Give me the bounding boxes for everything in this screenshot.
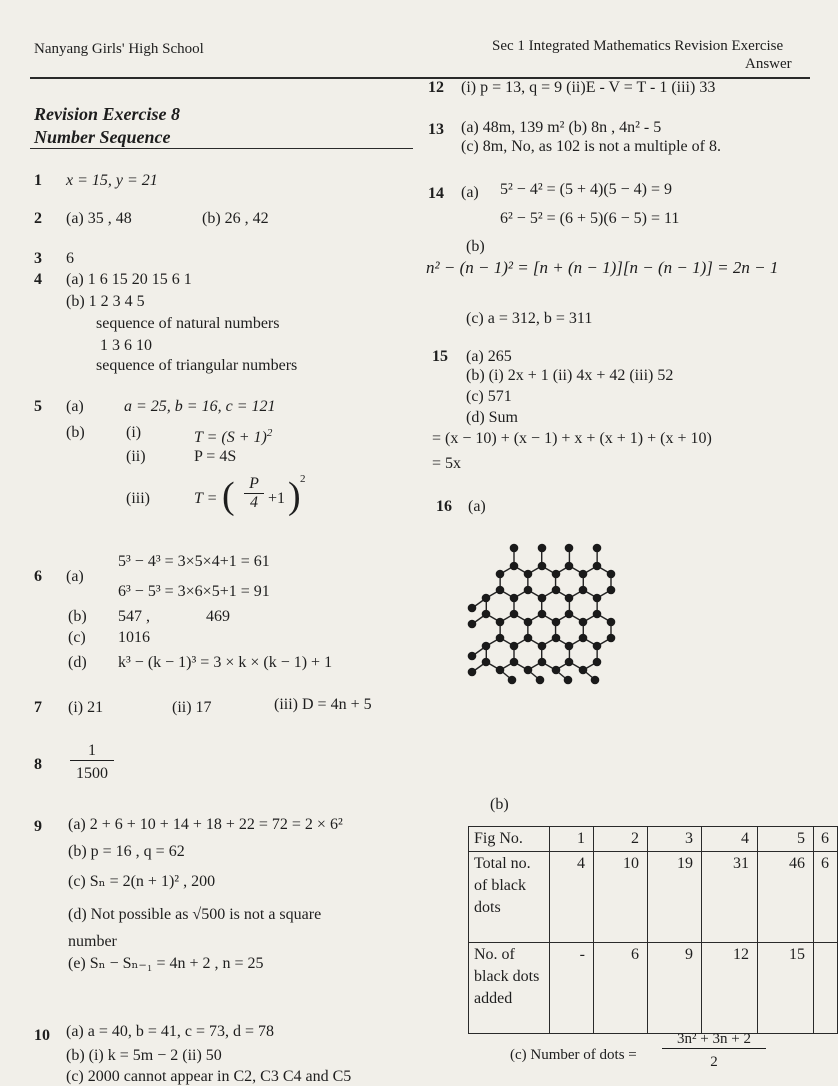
q15-d: (d) Sum xyxy=(466,409,518,426)
black-dot xyxy=(510,544,519,553)
q10-a: (a) a = 40, b = 41, c = 73, d = 78 xyxy=(66,1023,275,1040)
q15-d-line1: = (x − 10) + (x − 1) + x + (x + 1) + (x + 10) xyxy=(432,430,712,447)
q6-b-answer2: 469 xyxy=(206,608,230,625)
black-dot xyxy=(496,618,505,627)
q7-iii: (iii) D = 4n + 5 xyxy=(274,696,372,713)
black-dot xyxy=(593,562,602,571)
dots-table xyxy=(468,826,838,1034)
q5-biii-label: (iii) xyxy=(126,490,150,507)
q8-numerator: 1 xyxy=(88,742,96,759)
hexagon-dot-figure xyxy=(470,522,690,722)
black-dot xyxy=(552,634,561,643)
black-dot xyxy=(552,618,561,627)
q15-a: (a) 265 xyxy=(466,348,512,365)
table-row-header: No. of black dots added xyxy=(469,943,550,1034)
black-dot xyxy=(536,676,545,685)
black-dot xyxy=(579,634,588,643)
q4-b-seq2: 1 3 6 10 xyxy=(100,337,152,354)
q9-number: 9 xyxy=(34,818,42,835)
q14-b-answer: n² − (n − 1)² = [n + (n − 1)][n − (n − 1)] = 2n − 1 xyxy=(426,258,779,277)
table-cell: 19 xyxy=(648,852,702,943)
q6-c-answer: 1016 xyxy=(118,629,150,646)
black-dot xyxy=(496,666,505,675)
q6-b-label: (b) xyxy=(68,608,87,625)
q12-number: 12 xyxy=(428,79,444,96)
q6-d-answer: k³ − (k − 1)³ = 3 × k × (k − 1) + 1 xyxy=(118,654,333,671)
q14-a-line2: 6² − 5² = (6 + 5)(6 − 5) = 11 xyxy=(500,210,680,227)
black-dot xyxy=(524,586,533,595)
black-dot xyxy=(482,610,491,619)
q5-bi-answer: $T = (S + 1)^2$ xyxy=(194,427,273,446)
q4-b: (b) 1 2 3 4 5 xyxy=(66,293,145,310)
school-name: Nanyang Girls' High School xyxy=(34,41,204,57)
q1-answer: x = 15, y = 21 xyxy=(66,172,158,189)
q8-fraction xyxy=(70,742,114,783)
table-row xyxy=(469,827,838,852)
table-cell: 15 xyxy=(758,943,814,1034)
q4-b-note2: sequence of triangular numbers xyxy=(96,357,298,374)
black-dot xyxy=(482,658,491,667)
q2-number: 2 xyxy=(34,210,42,227)
black-dot xyxy=(524,570,533,579)
black-dot xyxy=(565,562,574,571)
black-dot xyxy=(538,610,547,619)
q5-biii-plus: +1 xyxy=(268,490,286,507)
black-dot xyxy=(524,634,533,643)
table-cell: 5 xyxy=(758,827,814,852)
black-dot xyxy=(593,642,602,651)
q9-d: (d) Not possible as √500 is not a square xyxy=(68,906,322,923)
black-dot xyxy=(552,570,561,579)
black-dot xyxy=(591,676,600,685)
black-dot xyxy=(510,610,519,619)
q15-c: (c) 571 xyxy=(466,388,512,405)
black-dot xyxy=(579,586,588,595)
q5-biii-paren-open: ( xyxy=(222,475,235,517)
q6-b-answer1: 547 , xyxy=(118,608,150,625)
q10-number: 10 xyxy=(34,1027,50,1044)
black-dot xyxy=(593,610,602,619)
q14-number: 14 xyxy=(428,185,444,202)
q5-biii-exponent: 2 xyxy=(300,473,306,485)
q5-number: 5 xyxy=(34,398,42,415)
q16-c-denominator: 2 xyxy=(662,1048,766,1071)
q13-c: (c) 8m, No, as 102 is not a multiple of 8. xyxy=(461,138,721,155)
table-row-header: Fig No. xyxy=(469,827,550,852)
q4-a: (a) 1 6 15 20 15 6 1 xyxy=(66,271,192,288)
q8-denominator: 1500 xyxy=(70,760,114,783)
black-dot xyxy=(579,570,588,579)
black-dot xyxy=(482,594,491,603)
black-dot xyxy=(468,604,477,613)
q6-a-line1: 5³ − 4³ = 3×5×4+1 = 61 xyxy=(118,553,270,570)
q3-answer: 6 xyxy=(66,250,74,267)
q5-biii-numerator: P xyxy=(249,475,259,492)
q10-b: (b) (i) k = 5m − 2 (ii) 50 xyxy=(66,1047,222,1064)
q9-b: (b) p = 16 , q = 62 xyxy=(68,843,185,860)
black-dot xyxy=(564,676,573,685)
q5-biii-denominator: 4 xyxy=(244,493,264,512)
exercise-subtitle: Number Sequence xyxy=(34,127,171,147)
table-cell: 6 xyxy=(814,852,838,943)
q7-number: 7 xyxy=(34,699,42,716)
table-cell: 9 xyxy=(648,943,702,1034)
q9-e: (e) Sₙ − Sₙ₋₁ = 4n + 2 , n = 25 xyxy=(68,955,264,972)
q4-b-note1: sequence of natural numbers xyxy=(96,315,280,332)
answer-label: Answer xyxy=(745,56,792,72)
black-dot xyxy=(496,634,505,643)
q13-number: 13 xyxy=(428,121,444,138)
black-dot xyxy=(482,642,491,651)
black-dot xyxy=(565,544,574,553)
black-dot xyxy=(510,562,519,571)
q6-d-label: (d) xyxy=(68,654,87,671)
table-cell: 6 xyxy=(594,943,648,1034)
q13-a: (a) 48m, 139 m² (b) 8n , 4n² - 5 xyxy=(461,119,662,136)
black-dot xyxy=(565,642,574,651)
q16-c-fraction xyxy=(662,1030,766,1071)
table-cell: - xyxy=(550,943,594,1034)
q12-answer: (i) p = 13, q = 9 (ii)E - V = T - 1 (iii) 33 xyxy=(461,79,716,96)
q16-b-label: (b) xyxy=(490,796,509,813)
q5-b-label: (b) xyxy=(66,424,85,441)
black-dot xyxy=(593,594,602,603)
black-dot xyxy=(496,570,505,579)
table-cell: 4 xyxy=(550,852,594,943)
table-cell: 1 xyxy=(550,827,594,852)
table-cell: 4 xyxy=(702,827,758,852)
table-cell: 6 xyxy=(814,827,838,852)
q16-c-numerator: 3n² + 3n + 2 xyxy=(677,1031,751,1047)
black-dot xyxy=(538,562,547,571)
black-dot xyxy=(510,658,519,667)
q5-a-label: (a) xyxy=(66,398,84,415)
black-dot xyxy=(524,618,533,627)
q5-a-answer: a = 25, b = 16, c = 121 xyxy=(124,398,276,415)
black-dot xyxy=(565,658,574,667)
black-dot xyxy=(508,676,517,685)
q2-a: (a) 35 , 48 xyxy=(66,210,132,227)
table-cell: 10 xyxy=(594,852,648,943)
table-cell xyxy=(814,943,838,1034)
q5-bii-label: (ii) xyxy=(126,448,146,465)
black-dot xyxy=(593,658,602,667)
q9-a: (a) 2 + 6 + 10 + 14 + 18 + 22 = 72 = 2 × 6² xyxy=(68,816,343,833)
q8-number: 8 xyxy=(34,756,42,773)
black-dot xyxy=(538,544,547,553)
q14-a-label: (a) xyxy=(461,184,479,201)
q5-biii-fraction xyxy=(244,475,264,512)
black-dot xyxy=(552,666,561,675)
black-dot xyxy=(496,586,505,595)
q5-bi-label: (i) xyxy=(126,424,142,441)
q5-biii-lhs: T = xyxy=(194,490,218,507)
table-row-header: Total no. of black dots xyxy=(469,852,550,943)
q16-a-label: (a) xyxy=(468,498,486,515)
black-dot xyxy=(593,544,602,553)
black-dot xyxy=(607,586,616,595)
q1-number: 1 xyxy=(34,172,42,189)
black-dot xyxy=(579,666,588,675)
title-rule xyxy=(30,148,413,149)
black-dot xyxy=(552,586,561,595)
table-cell: 46 xyxy=(758,852,814,943)
black-dot xyxy=(468,620,477,629)
black-dot xyxy=(538,642,547,651)
q6-a-line2: 6³ − 5³ = 3×6×5+1 = 91 xyxy=(118,583,270,600)
black-dot xyxy=(607,570,616,579)
q15-b: (b) (i) 2x + 1 (ii) 4x + 42 (iii) 52 xyxy=(466,367,674,384)
table-cell: 3 xyxy=(648,827,702,852)
black-dot xyxy=(538,594,547,603)
table-cell: 12 xyxy=(702,943,758,1034)
black-dot xyxy=(538,658,547,667)
black-dot xyxy=(565,610,574,619)
q5-biii-paren-close: ) xyxy=(288,475,301,517)
q6-c-label: (c) xyxy=(68,629,86,646)
black-dot xyxy=(524,666,533,675)
q9-c: (c) Sₙ = 2(n + 1)² , 200 xyxy=(68,873,216,890)
black-dot xyxy=(607,634,616,643)
q14-a-line1: 5² − 4² = (5 + 4)(5 − 4) = 9 xyxy=(500,181,673,198)
table-row xyxy=(469,943,838,1034)
exercise-title: Revision Exercise 8 xyxy=(34,104,180,124)
q14-b-label: (b) xyxy=(466,238,485,255)
q2-b: (b) 26 , 42 xyxy=(202,210,269,227)
course-title: Sec 1 Integrated Mathematics Revision Exercise xyxy=(492,38,784,54)
q10-c: (c) 2000 cannot appear in C2, C3 C4 and C5 xyxy=(66,1068,352,1085)
q4-number: 4 xyxy=(34,271,42,288)
black-dot xyxy=(468,668,477,677)
q6-number: 6 xyxy=(34,568,42,585)
q7-i: (i) 21 xyxy=(68,699,104,716)
q9-d-cont: number xyxy=(68,933,117,950)
table-row xyxy=(469,852,838,943)
black-dot xyxy=(565,594,574,603)
q16-c-label: (c) Number of dots = xyxy=(510,1047,637,1063)
q15-d-line2: = 5x xyxy=(432,455,462,472)
q3-number: 3 xyxy=(34,250,42,267)
q16-number: 16 xyxy=(436,498,452,515)
q7-ii: (ii) 17 xyxy=(172,699,212,716)
black-dot xyxy=(579,618,588,627)
black-dot xyxy=(510,642,519,651)
q6-a-label: (a) xyxy=(66,568,84,585)
black-dot xyxy=(607,618,616,627)
black-dot xyxy=(510,594,519,603)
table-cell: 2 xyxy=(594,827,648,852)
q15-number: 15 xyxy=(432,348,448,365)
black-dot xyxy=(468,652,477,661)
q5-bii-answer: P = 4S xyxy=(194,448,237,465)
table-cell: 31 xyxy=(702,852,758,943)
q14-c: (c) a = 312, b = 311 xyxy=(466,310,593,327)
